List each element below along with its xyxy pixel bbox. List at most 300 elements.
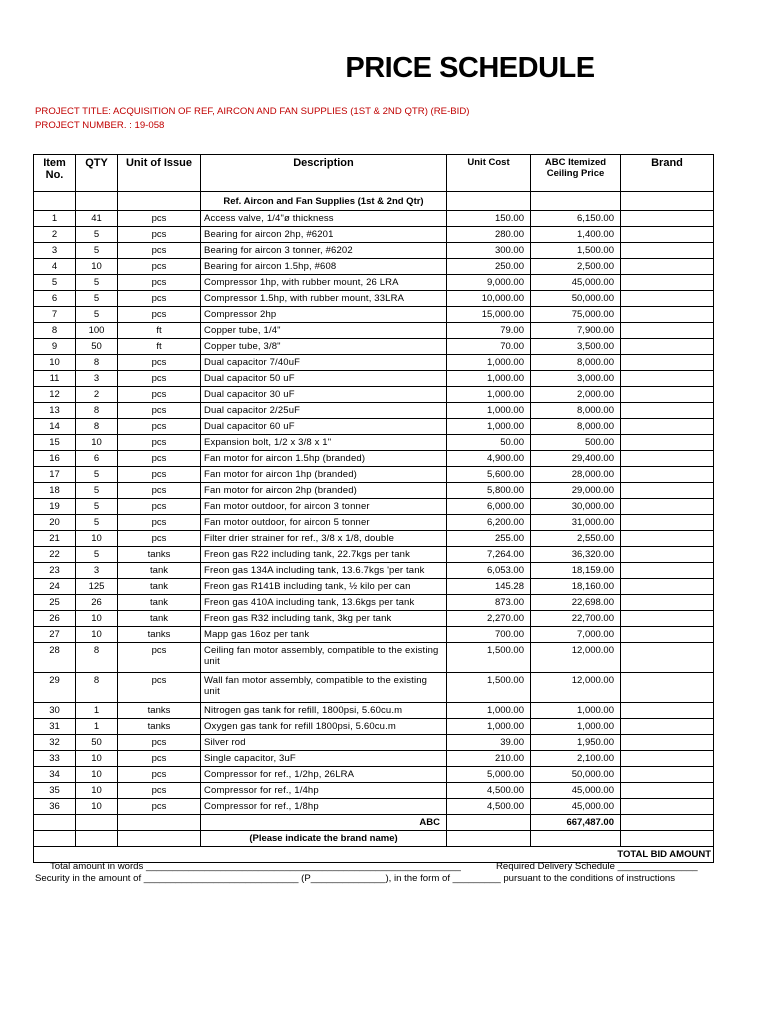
item-no: 17 xyxy=(34,467,76,483)
item-qty: 10 xyxy=(76,751,118,767)
item-abc: 22,698.00 xyxy=(531,595,621,611)
item-unit-cost: 1,000.00 xyxy=(447,419,531,435)
item-no: 7 xyxy=(34,307,76,323)
item-qty: 10 xyxy=(76,767,118,783)
item-brand xyxy=(621,579,714,595)
item-unit: pcs xyxy=(118,275,201,291)
header-item-no: Item No. xyxy=(34,155,76,192)
item-unit-cost: 4,900.00 xyxy=(447,451,531,467)
header-description: Description xyxy=(201,155,447,192)
item-unit-cost: 2,270.00 xyxy=(447,611,531,627)
item-brand xyxy=(621,307,714,323)
item-qty: 5 xyxy=(76,515,118,531)
item-unit-cost: 1,000.00 xyxy=(447,355,531,371)
item-brand xyxy=(621,419,714,435)
item-unit-cost: 5,600.00 xyxy=(447,467,531,483)
item-brand xyxy=(621,547,714,563)
item-unit-cost: 1,500.00 xyxy=(447,643,531,673)
abc-total: 667,487.00 xyxy=(531,815,621,831)
total-bid-label: TOTAL BID AMOUNT xyxy=(531,847,714,863)
item-brand xyxy=(621,735,714,751)
item-no: 20 xyxy=(34,515,76,531)
item-qty: 2 xyxy=(76,387,118,403)
item-abc: 50,000.00 xyxy=(531,767,621,783)
item-no: 19 xyxy=(34,499,76,515)
item-description: Fan motor for aircon 2hp (branded) xyxy=(201,483,447,499)
item-unit: pcs xyxy=(118,783,201,799)
table-row xyxy=(34,515,714,531)
item-unit: tanks xyxy=(118,703,201,719)
item-description: Nitrogen gas tank for refill, 1800psi, 5.60cu.m xyxy=(201,703,447,719)
item-brand xyxy=(621,403,714,419)
footer-amount-words: Total amount in words ___________________________________________________________ xyxy=(50,861,461,872)
table-row xyxy=(34,579,714,595)
item-unit: pcs xyxy=(118,403,201,419)
item-brand xyxy=(621,531,714,547)
item-abc: 28,000.00 xyxy=(531,467,621,483)
item-unit: tank xyxy=(118,611,201,627)
header-abc: ABC Itemized Ceiling Price xyxy=(531,155,621,192)
item-description: Freon gas 134A including tank, 13.6.7kgs 'per tank xyxy=(201,563,447,579)
item-description: Dual capacitor 7/40uF xyxy=(201,355,447,371)
item-no: 25 xyxy=(34,595,76,611)
table-row xyxy=(34,531,714,547)
item-no: 10 xyxy=(34,355,76,371)
item-abc: 29,400.00 xyxy=(531,451,621,467)
item-qty: 8 xyxy=(76,403,118,419)
table-row xyxy=(34,323,714,339)
section-title: Ref. Aircon and Fan Supplies (1st & 2nd Qtr) xyxy=(201,192,447,211)
item-no: 14 xyxy=(34,419,76,435)
item-qty: 10 xyxy=(76,627,118,643)
item-qty: 3 xyxy=(76,563,118,579)
item-unit: pcs xyxy=(118,211,201,227)
item-unit-cost: 700.00 xyxy=(447,627,531,643)
item-unit: pcs xyxy=(118,467,201,483)
item-brand xyxy=(621,227,714,243)
item-abc: 1,950.00 xyxy=(531,735,621,751)
table-row xyxy=(34,355,714,371)
item-unit: pcs xyxy=(118,799,201,815)
item-unit: tank xyxy=(118,563,201,579)
item-unit-cost: 1,000.00 xyxy=(447,403,531,419)
item-brand xyxy=(621,323,714,339)
brand-note: (Please indicate the brand name) xyxy=(201,831,447,847)
item-unit: pcs xyxy=(118,499,201,515)
item-unit-cost: 1,000.00 xyxy=(447,371,531,387)
item-brand xyxy=(621,483,714,499)
item-qty: 8 xyxy=(76,355,118,371)
table-row xyxy=(34,275,714,291)
item-unit: tanks xyxy=(118,627,201,643)
footer xyxy=(0,855,714,895)
footer-security: Security in the amount of _____________________________ (P______________), in the form of _________ pursuant to the conditions of instructions xyxy=(35,873,676,884)
table-row xyxy=(34,451,714,467)
table-row xyxy=(34,467,714,483)
item-unit-cost: 255.00 xyxy=(447,531,531,547)
item-unit: pcs xyxy=(118,371,201,387)
item-unit: pcs xyxy=(118,227,201,243)
item-unit: pcs xyxy=(118,643,201,673)
item-description: Compressor 1.5hp, with rubber mount, 33LRA xyxy=(201,291,447,307)
item-qty: 5 xyxy=(76,243,118,259)
item-unit: pcs xyxy=(118,451,201,467)
item-abc: 2,550.00 xyxy=(531,531,621,547)
table-row xyxy=(34,483,714,499)
item-unit-cost: 15,000.00 xyxy=(447,307,531,323)
item-brand xyxy=(621,783,714,799)
table-row xyxy=(34,735,714,751)
item-brand xyxy=(621,515,714,531)
table-row xyxy=(34,243,714,259)
item-unit-cost: 10,000.00 xyxy=(447,291,531,307)
table-row xyxy=(34,403,714,419)
item-no: 8 xyxy=(34,323,76,339)
item-abc: 18,160.00 xyxy=(531,579,621,595)
item-unit: pcs xyxy=(118,483,201,499)
item-no: 2 xyxy=(34,227,76,243)
table-row xyxy=(34,499,714,515)
item-description: Bearing for aircon 1.5hp, #608 xyxy=(201,259,447,275)
abc-label: ABC xyxy=(201,815,447,831)
item-unit: pcs xyxy=(118,419,201,435)
item-brand xyxy=(621,467,714,483)
table-row xyxy=(34,387,714,403)
item-qty: 50 xyxy=(76,735,118,751)
item-unit: pcs xyxy=(118,259,201,275)
item-no: 11 xyxy=(34,371,76,387)
item-qty: 5 xyxy=(76,307,118,323)
price-schedule-table xyxy=(33,154,714,863)
item-description: Fan motor outdoor, for aircon 3 tonner xyxy=(201,499,447,515)
item-abc: 50,000.00 xyxy=(531,291,621,307)
item-brand xyxy=(621,387,714,403)
item-abc: 7,000.00 xyxy=(531,627,621,643)
item-abc: 1,400.00 xyxy=(531,227,621,243)
item-unit: pcs xyxy=(118,767,201,783)
item-abc: 18,159.00 xyxy=(531,563,621,579)
item-unit: pcs xyxy=(118,243,201,259)
item-unit: pcs xyxy=(118,387,201,403)
item-unit-cost: 150.00 xyxy=(447,211,531,227)
item-qty: 3 xyxy=(76,371,118,387)
item-unit-cost: 300.00 xyxy=(447,243,531,259)
item-unit: pcs xyxy=(118,751,201,767)
item-unit-cost: 79.00 xyxy=(447,323,531,339)
item-unit-cost: 4,500.00 xyxy=(447,799,531,815)
table-row xyxy=(34,307,714,323)
item-description: Freon gas R22 including tank, 22.7kgs per tank xyxy=(201,547,447,563)
item-unit: pcs xyxy=(118,435,201,451)
item-description: Compressor for ref., 1/4hp xyxy=(201,783,447,799)
item-brand xyxy=(621,703,714,719)
item-abc: 1,000.00 xyxy=(531,719,621,735)
item-description: Wall fan motor assembly, compatible to the existing unit xyxy=(201,673,447,703)
table-row xyxy=(34,595,714,611)
item-qty: 5 xyxy=(76,227,118,243)
table-row xyxy=(34,371,714,387)
section-row xyxy=(34,192,714,211)
item-description: Freon gas 410A including tank, 13.6kgs per tank xyxy=(201,595,447,611)
item-brand xyxy=(621,211,714,227)
item-brand xyxy=(621,627,714,643)
item-abc: 45,000.00 xyxy=(531,783,621,799)
table-header-row xyxy=(34,155,714,192)
item-no: 3 xyxy=(34,243,76,259)
item-qty: 8 xyxy=(76,419,118,435)
item-abc: 3,500.00 xyxy=(531,339,621,355)
item-description: Compressor 1hp, with rubber mount, 26 LRA xyxy=(201,275,447,291)
item-unit: ft xyxy=(118,339,201,355)
item-no: 35 xyxy=(34,783,76,799)
item-description: Copper tube, 3/8" xyxy=(201,339,447,355)
item-qty: 10 xyxy=(76,611,118,627)
item-brand xyxy=(621,339,714,355)
item-unit-cost: 280.00 xyxy=(447,227,531,243)
item-no: 24 xyxy=(34,579,76,595)
item-brand xyxy=(621,243,714,259)
item-unit-cost: 1,000.00 xyxy=(447,703,531,719)
item-qty: 1 xyxy=(76,719,118,735)
item-qty: 10 xyxy=(76,531,118,547)
project-number: PROJECT NUMBER. : 19-058 xyxy=(35,120,165,131)
item-brand xyxy=(621,563,714,579)
item-description: Dual capacitor 2/25uF xyxy=(201,403,447,419)
item-unit-cost: 9,000.00 xyxy=(447,275,531,291)
item-unit-cost: 6,200.00 xyxy=(447,515,531,531)
item-description: Dual capacitor 60 uF xyxy=(201,419,447,435)
item-description: Copper tube, 1/4" xyxy=(201,323,447,339)
item-qty: 10 xyxy=(76,799,118,815)
item-unit: pcs xyxy=(118,355,201,371)
item-qty: 100 xyxy=(76,323,118,339)
item-brand xyxy=(621,275,714,291)
item-unit: tanks xyxy=(118,719,201,735)
item-qty: 125 xyxy=(76,579,118,595)
item-unit: pcs xyxy=(118,673,201,703)
project-title: PROJECT TITLE: ACQUISITION OF REF, AIRCON AND FAN SUPPLIES (1ST & 2ND QTR) (RE-BID) xyxy=(35,106,470,117)
item-unit-cost: 6,000.00 xyxy=(447,499,531,515)
abc-total-row xyxy=(34,815,714,831)
item-qty: 41 xyxy=(76,211,118,227)
item-abc: 2,000.00 xyxy=(531,387,621,403)
item-qty: 50 xyxy=(76,339,118,355)
item-description: Compressor 2hp xyxy=(201,307,447,323)
item-brand xyxy=(621,451,714,467)
item-abc: 500.00 xyxy=(531,435,621,451)
item-qty: 5 xyxy=(76,483,118,499)
item-unit: tank xyxy=(118,595,201,611)
item-description: Freon gas R32 including tank, 3kg per tank xyxy=(201,611,447,627)
item-unit-cost: 5,800.00 xyxy=(447,483,531,499)
item-no: 22 xyxy=(34,547,76,563)
item-no: 36 xyxy=(34,799,76,815)
item-qty: 5 xyxy=(76,467,118,483)
item-no: 32 xyxy=(34,735,76,751)
item-abc: 3,000.00 xyxy=(531,371,621,387)
item-no: 12 xyxy=(34,387,76,403)
table-row xyxy=(34,563,714,579)
footer-delivery-schedule: Required Delivery Schedule _______________ xyxy=(496,861,698,872)
table-row xyxy=(34,547,714,563)
brand-note-row xyxy=(34,831,714,847)
header-unit-cost: Unit Cost xyxy=(447,155,531,192)
item-description: Expansion bolt, 1/2 x 3/8 x 1" xyxy=(201,435,447,451)
item-brand xyxy=(621,611,714,627)
item-no: 4 xyxy=(34,259,76,275)
item-description: Single capacitor, 3uF xyxy=(201,751,447,767)
item-no: 30 xyxy=(34,703,76,719)
item-qty: 10 xyxy=(76,783,118,799)
item-no: 26 xyxy=(34,611,76,627)
item-abc: 2,500.00 xyxy=(531,259,621,275)
item-qty: 5 xyxy=(76,275,118,291)
item-unit-cost: 70.00 xyxy=(447,339,531,355)
item-no: 34 xyxy=(34,767,76,783)
item-no: 18 xyxy=(34,483,76,499)
table-row xyxy=(34,673,714,703)
item-description: Silver rod xyxy=(201,735,447,751)
header-brand: Brand xyxy=(621,155,714,192)
item-description: Mapp gas 16oz per tank xyxy=(201,627,447,643)
item-abc: 1,500.00 xyxy=(531,243,621,259)
item-no: 23 xyxy=(34,563,76,579)
table-row xyxy=(34,799,714,815)
item-abc: 29,000.00 xyxy=(531,483,621,499)
item-unit-cost: 50.00 xyxy=(447,435,531,451)
item-unit-cost: 1,000.00 xyxy=(447,387,531,403)
item-qty: 5 xyxy=(76,499,118,515)
table-row xyxy=(34,751,714,767)
item-abc: 31,000.00 xyxy=(531,515,621,531)
item-no: 15 xyxy=(34,435,76,451)
item-brand xyxy=(621,643,714,673)
item-brand xyxy=(621,595,714,611)
item-abc: 45,000.00 xyxy=(531,799,621,815)
item-no: 6 xyxy=(34,291,76,307)
item-brand xyxy=(621,719,714,735)
item-abc: 22,700.00 xyxy=(531,611,621,627)
item-abc: 6,150.00 xyxy=(531,211,621,227)
item-abc: 75,000.00 xyxy=(531,307,621,323)
item-brand xyxy=(621,371,714,387)
item-brand xyxy=(621,751,714,767)
table-row xyxy=(34,291,714,307)
item-abc: 7,900.00 xyxy=(531,323,621,339)
item-qty: 6 xyxy=(76,451,118,467)
table-row xyxy=(34,611,714,627)
item-no: 1 xyxy=(34,211,76,227)
item-brand xyxy=(621,673,714,703)
item-unit: pcs xyxy=(118,515,201,531)
item-brand xyxy=(621,291,714,307)
item-brand xyxy=(621,259,714,275)
item-unit: pcs xyxy=(118,531,201,547)
item-unit: tanks xyxy=(118,547,201,563)
item-unit: pcs xyxy=(118,291,201,307)
item-description: Filter drier strainer for ref., 3/8 x 1/8, double xyxy=(201,531,447,547)
item-description: Ceiling fan motor assembly, compatible to the existing unit xyxy=(201,643,447,673)
table-row xyxy=(34,627,714,643)
item-qty: 8 xyxy=(76,673,118,703)
table-row xyxy=(34,227,714,243)
item-no: 9 xyxy=(34,339,76,355)
item-brand xyxy=(621,435,714,451)
item-unit: pcs xyxy=(118,735,201,751)
header-qty: QTY xyxy=(76,155,118,192)
table-row xyxy=(34,211,714,227)
item-abc: 12,000.00 xyxy=(531,643,621,673)
item-description: Dual capacitor 50 uF xyxy=(201,371,447,387)
table-row xyxy=(34,767,714,783)
item-unit: tank xyxy=(118,579,201,595)
item-abc: 2,100.00 xyxy=(531,751,621,767)
header-unit: Unit of Issue xyxy=(118,155,201,192)
table-row xyxy=(34,643,714,673)
item-unit-cost: 39.00 xyxy=(447,735,531,751)
item-no: 31 xyxy=(34,719,76,735)
item-no: 5 xyxy=(34,275,76,291)
item-abc: 1,000.00 xyxy=(531,703,621,719)
item-no: 29 xyxy=(34,673,76,703)
item-description: Compressor for ref., 1/8hp xyxy=(201,799,447,815)
item-qty: 10 xyxy=(76,259,118,275)
item-unit-cost: 145.28 xyxy=(447,579,531,595)
item-abc: 12,000.00 xyxy=(531,673,621,703)
item-no: 21 xyxy=(34,531,76,547)
item-unit-cost: 1,500.00 xyxy=(447,673,531,703)
item-description: Fan motor for aircon 1.5hp (branded) xyxy=(201,451,447,467)
item-description: Freon gas R141B including tank, ½ kilo per can xyxy=(201,579,447,595)
item-qty: 10 xyxy=(76,435,118,451)
item-abc: 8,000.00 xyxy=(531,403,621,419)
item-no: 33 xyxy=(34,751,76,767)
table-row xyxy=(34,435,714,451)
item-description: Fan motor for aircon 1hp (branded) xyxy=(201,467,447,483)
table-row xyxy=(34,339,714,355)
page-title: PRICE SCHEDULE xyxy=(345,52,595,84)
item-brand xyxy=(621,767,714,783)
item-unit: ft xyxy=(118,323,201,339)
item-unit-cost: 6,053.00 xyxy=(447,563,531,579)
table-row xyxy=(34,783,714,799)
item-brand xyxy=(621,799,714,815)
item-description: Oxygen gas tank for refill 1800psi, 5.60cu.m xyxy=(201,719,447,735)
item-abc: 8,000.00 xyxy=(531,419,621,435)
item-unit-cost: 4,500.00 xyxy=(447,783,531,799)
item-qty: 1 xyxy=(76,703,118,719)
item-abc: 36,320.00 xyxy=(531,547,621,563)
item-unit-cost: 210.00 xyxy=(447,751,531,767)
table-row xyxy=(34,719,714,735)
item-qty: 5 xyxy=(76,547,118,563)
item-unit-cost: 1,000.00 xyxy=(447,719,531,735)
item-description: Bearing for aircon 2hp, #6201 xyxy=(201,227,447,243)
item-no: 16 xyxy=(34,451,76,467)
item-unit: pcs xyxy=(118,307,201,323)
item-no: 28 xyxy=(34,643,76,673)
table-row xyxy=(34,703,714,719)
item-unit-cost: 250.00 xyxy=(447,259,531,275)
item-description: Compressor for ref., 1/2hp, 26LRA xyxy=(201,767,447,783)
item-abc: 8,000.00 xyxy=(531,355,621,371)
item-no: 13 xyxy=(34,403,76,419)
item-description: Dual capacitor 30 uF xyxy=(201,387,447,403)
item-no: 27 xyxy=(34,627,76,643)
item-unit-cost: 873.00 xyxy=(447,595,531,611)
table-row xyxy=(34,419,714,435)
item-qty: 26 xyxy=(76,595,118,611)
